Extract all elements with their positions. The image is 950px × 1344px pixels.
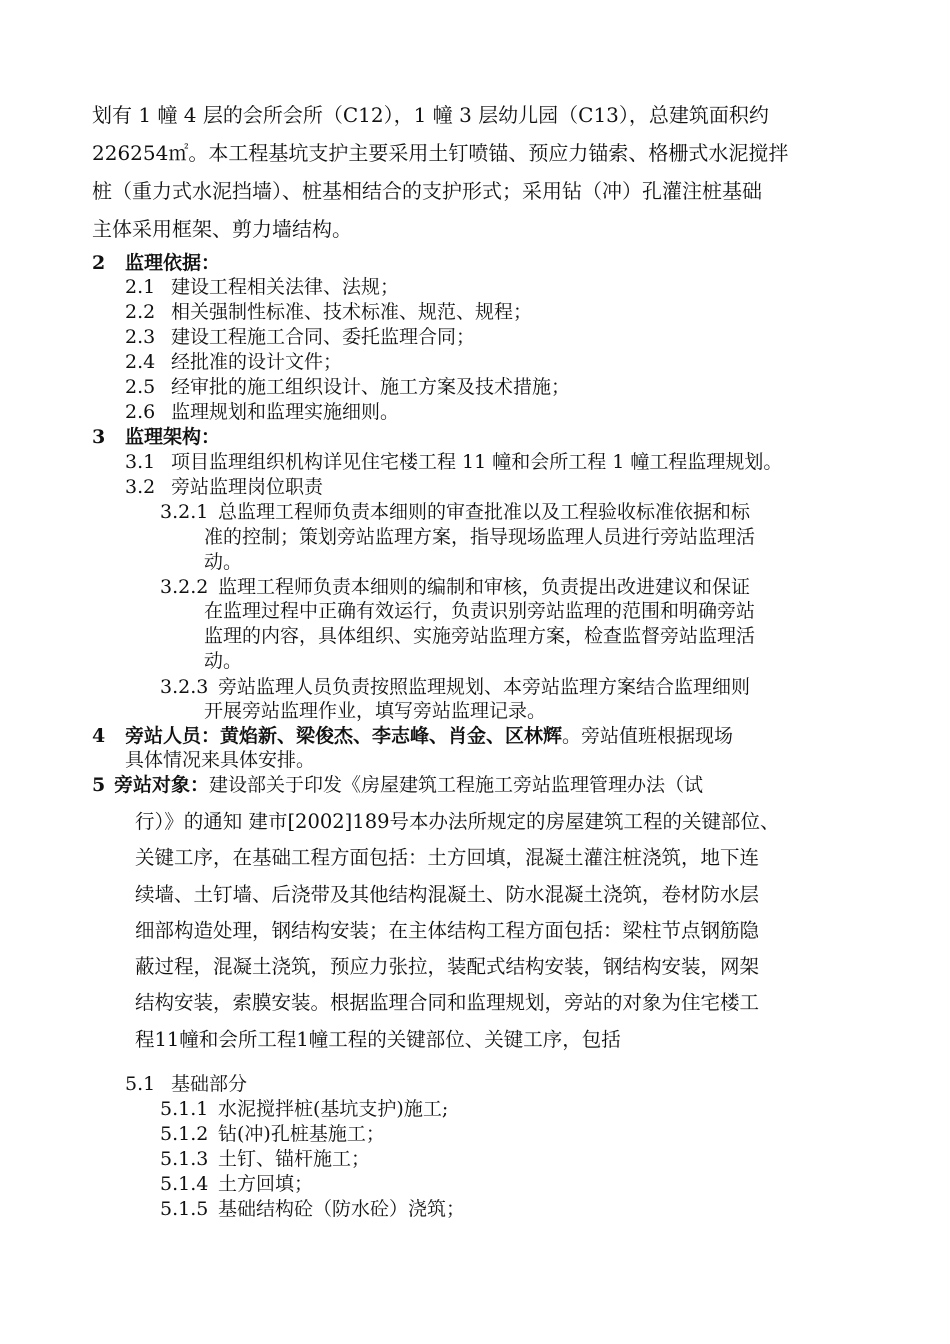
subitem-text-cont: 准的控制；策划旁站监理方案，指导现场监理人员进行旁站监理活 动。 [204, 526, 756, 573]
subitem-text-cont: 开展旁站监理作业，填写旁站监理记录。 [204, 700, 547, 722]
subitem-number: 3.2.3 [160, 676, 209, 698]
list-item: 2.2 相关强制性标准、技术标准、规范、规程； [125, 301, 533, 323]
list-item: 5.1.3 土钉、锚杆施工； [160, 1148, 371, 1170]
list-item: 5.1.1 水泥搅拌桩(基坑支护)施工; [160, 1098, 449, 1120]
subitem-number: 3.2.2 [160, 576, 209, 598]
list-item: 5.1.2 钻(冲)孔桩基施工； [160, 1123, 385, 1145]
subitem-number: 3.2.1 [160, 501, 209, 523]
list-item: 5.1.4 土方回填； [160, 1173, 314, 1195]
section-2-heading: 2 监理依据： [92, 252, 221, 274]
subitem-text: 监理工程师负责本细则的编制和审核，负责提出改进建议和保证 [218, 576, 751, 598]
list-item: 2.1 建设工程相关法律、法规； [125, 276, 400, 298]
intro-line: 划有 1 幢 4 层的会所会所（C12），1 幢 3 层幼儿园（C13），总建筑面积约 [92, 103, 769, 127]
subitem-text-cont: 在监理过程中正确有效运行，负责识别旁站监理的范围和明确旁站 监理的内容，具体组织、实施旁站监理方案，检查监督旁站监理活 动。 [204, 600, 756, 672]
list-item: 3.1 项目监理组织机构详见住宅楼工程 11 幢和会所工程 1 幢工程监理规划。 [125, 451, 783, 473]
list-item: 2.3 建设工程施工合同、委托监理合同； [125, 326, 476, 348]
intro-line: 桩（重力式水泥挡墙）、桩基相结合的支护形式；采用钻（冲）孔灌注桩基础 [92, 179, 762, 203]
list-item: 5.1 基础部分 [125, 1073, 248, 1095]
subitem-text: 总监理工程师负责本细则的审查批准以及工程验收标准依据和标 [218, 501, 751, 523]
intro-line: 主体采用框架、剪力墙结构。 [92, 217, 352, 241]
section-3-heading: 3 监理架构： [92, 426, 221, 448]
section-5-heading: 5 旁站对象：建设部关于印发《房屋建筑工程施工旁站监理管理办法（试 [92, 774, 704, 796]
list-item: 2.6 监理规划和监理实施细则。 [125, 401, 400, 423]
intro-line: 226254㎡。本工程基坑支护主要采用土钉喷锚、预应力锚索、格栅式水泥搅拌 [92, 141, 789, 165]
intro-paragraph [92, 96, 862, 248]
section-4-line2: 具体情况来具体安排。 [125, 749, 316, 771]
section-4-heading: 4 旁站人员：黄焰新、梁俊杰、李志峰、肖金、区林辉。旁站值班根据现场 [92, 725, 734, 747]
subitem-text: 旁站监理人员负责按照监理规划、本旁站监理方案结合监理细则 [218, 676, 751, 698]
list-item: 5.1.5 基础结构砼（防水砼）浇筑； [160, 1198, 466, 1220]
personnel-names: 黄焰新、梁俊杰、李志峰、肖金、区林辉 [220, 725, 563, 747]
section-5-paragraph: 行）》的通知 建市[2002]189号本办法所规定的房屋建筑工程的关键部位、 关键工序，在基础工程方面包括：土方回填，混凝土灌注桩浇筑，地下连 续墙、土钉墙、后浇带及其他结构混凝土、防水混凝土浇筑，卷材防水层 细部构造处理，钢结构安装；在主体结构工程方面包括：梁柱节点钢筋隐 蔽过程，混凝土浇筑，预应力张拉，装配式结构安装，钢结构安装，网架 结构安装，索膜安装。根据监理合同和监理规划，旁站的对象为住宅楼工 程11幢和会所工程1幢工程的关键部位、关键工序，包括 [135, 810, 780, 1051]
list-item: 2.4 经批准的设计文件； [125, 351, 343, 373]
list-item: 2.5 经审批的施工组织设计、施工方案及技术措施； [125, 376, 571, 398]
list-item: 3.2 旁站监理岗位职责 [125, 476, 324, 498]
